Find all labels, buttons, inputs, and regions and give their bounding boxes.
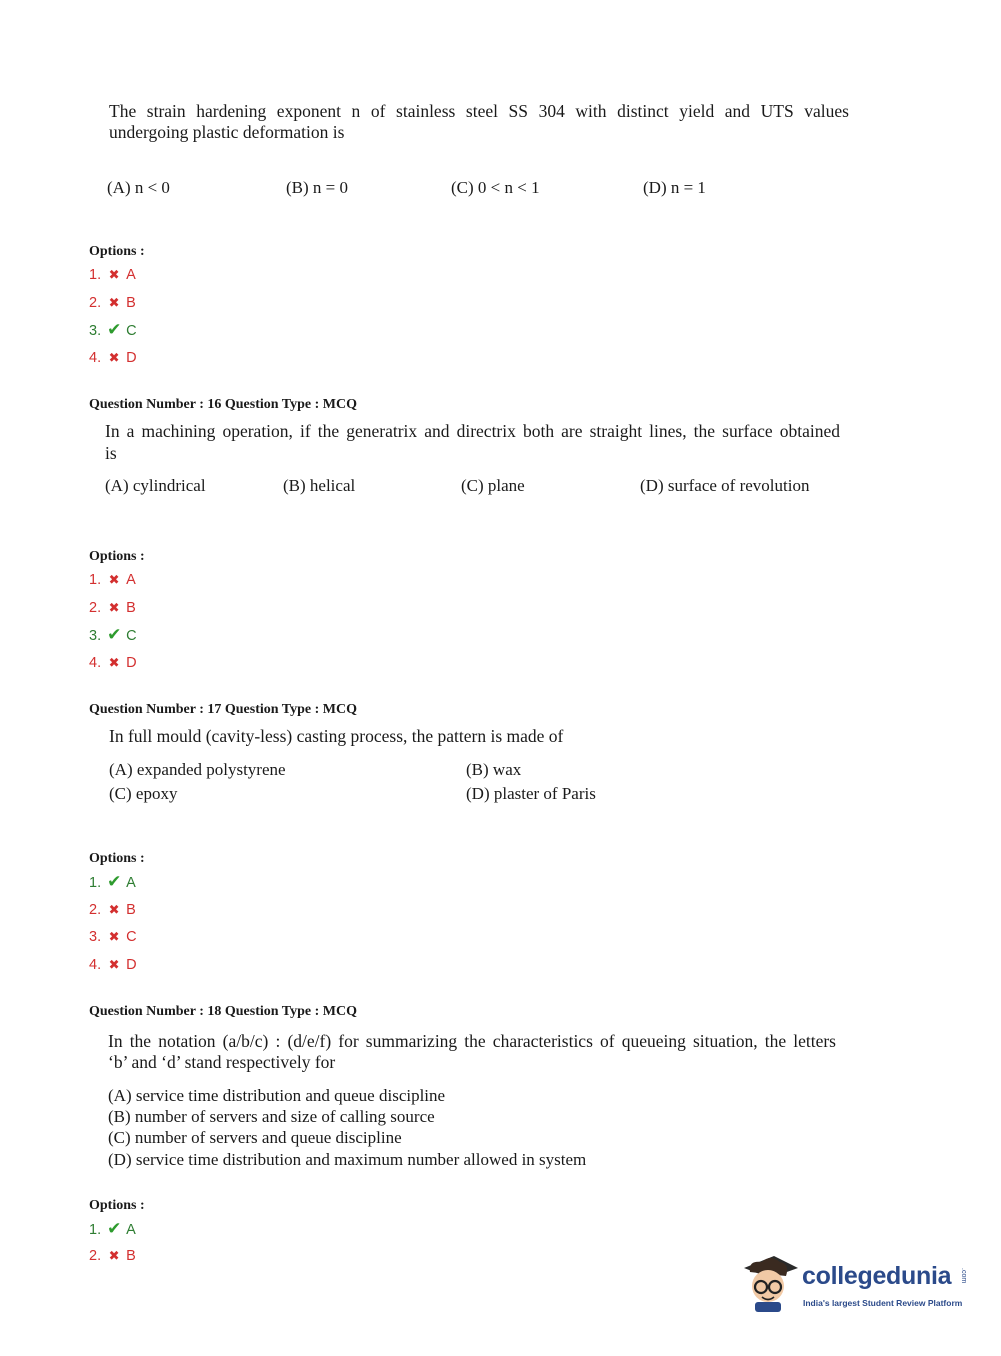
option-letter: D: [126, 350, 137, 366]
q16-choice-a: (A) cylindrical: [105, 476, 206, 495]
q17-choice-a: (A) expanded polystyrene: [109, 760, 286, 779]
checkmark-icon: ✔: [107, 625, 122, 644]
collegedunia-tagline: India's largest Student Review Platform: [803, 1298, 963, 1308]
cross-icon: ✖: [108, 572, 120, 587]
cross-icon: ✖: [108, 1248, 120, 1263]
q16-header: Question Number : 16 Question Type : MCQ: [89, 397, 357, 412]
option-number: 2.: [89, 902, 102, 918]
q17-choice-c: (C) epoxy: [109, 784, 178, 803]
q17-options-label: Options :: [89, 851, 145, 866]
option-number: 1.: [89, 1222, 102, 1238]
option-row: [89, 927, 137, 947]
cross-icon: ✖: [108, 600, 120, 615]
cross-icon: ✖: [108, 350, 120, 365]
q15-choice-b: (B) n = 0: [286, 178, 348, 197]
cross-icon: ✖: [108, 655, 120, 670]
option-row: [89, 348, 137, 368]
option-row: [89, 293, 136, 313]
option-letter: D: [126, 655, 137, 671]
q18-choice-d: (D) service time distribution and maximum number allowed in system: [108, 1150, 587, 1169]
q16-text-line2: is: [105, 443, 117, 463]
option-row: [89, 265, 136, 285]
q16-choice-d: (D) surface of revolution: [640, 476, 810, 495]
option-number: 4.: [89, 957, 102, 973]
option-number: 2.: [89, 295, 102, 311]
option-row: [89, 1219, 136, 1239]
q17-header: Question Number : 17 Question Type : MCQ: [89, 702, 357, 717]
option-letter: D: [126, 957, 137, 973]
checkmark-icon: ✔: [107, 320, 122, 339]
option-letter: A: [126, 267, 136, 283]
q18-options-label: Options :: [89, 1198, 145, 1213]
checkmark-icon: ✔: [107, 872, 122, 891]
option-letter: B: [126, 1248, 136, 1264]
option-row: [89, 1246, 136, 1266]
q18-choice-c: (C) number of servers and queue discipline: [108, 1128, 402, 1147]
collegedunia-logo-text: collegedunia: [802, 1262, 952, 1290]
cross-icon: ✖: [108, 957, 120, 972]
q17-text-line1: In full mould (cavity-less) casting process, the pattern is made of: [109, 726, 564, 746]
cross-icon: ✖: [108, 295, 120, 310]
option-number: 3.: [89, 929, 102, 945]
q18-choice-a: (A) service time distribution and queue discipline: [108, 1086, 446, 1105]
option-row: [89, 320, 137, 340]
collegedunia-mascot-icon: [740, 1250, 800, 1315]
q18-text-line1: In the notation (a/b/c) : (d/e/f) for summarizing the characteristics of queueing situation, the letters: [108, 1031, 836, 1051]
q16-choice-b: (B) helical: [283, 476, 356, 495]
option-letter: C: [126, 628, 137, 644]
cross-icon: ✖: [108, 267, 120, 282]
option-row: [89, 872, 136, 892]
cross-icon: ✖: [108, 929, 120, 944]
q17-choice-d: (D) plaster of Paris: [466, 784, 596, 803]
q18-choice-b: (B) number of servers and size of calling source: [108, 1107, 435, 1126]
option-number: 1.: [89, 267, 102, 283]
option-number: 1.: [89, 572, 102, 588]
option-letter: A: [126, 1222, 136, 1238]
option-row: [89, 900, 136, 920]
q15-text-line2: undergoing plastic deformation is: [109, 122, 345, 142]
option-number: 2.: [89, 600, 102, 616]
option-number: 1.: [89, 875, 102, 891]
collegedunia-dotcom: .com: [960, 1268, 967, 1284]
option-letter: A: [126, 572, 136, 588]
option-letter: B: [126, 902, 136, 918]
q15-options-label: Options :: [89, 244, 145, 259]
option-row: [89, 955, 137, 975]
option-number: 2.: [89, 1248, 102, 1264]
option-letter: A: [126, 875, 136, 891]
q15-choice-a: (A) n < 0: [107, 178, 170, 197]
option-number: 3.: [89, 323, 102, 339]
q15-choice-c: (C) 0 < n < 1: [451, 178, 540, 197]
option-row: [89, 598, 136, 618]
q18-text-line2: ‘b’ and ‘d’ stand respectively for: [108, 1052, 336, 1072]
option-number: 4.: [89, 655, 102, 671]
q16-options-label: Options :: [89, 549, 145, 564]
q15-text-line1: The strain hardening exponent n of stainless steel SS 304 with distinct yield and UTS values: [109, 101, 849, 121]
q18-header: Question Number : 18 Question Type : MCQ: [89, 1004, 357, 1019]
option-row: [89, 653, 137, 673]
cross-icon: ✖: [108, 902, 120, 917]
q16-choice-c: (C) plane: [461, 476, 525, 495]
option-letter: B: [126, 600, 136, 616]
option-row: [89, 570, 136, 590]
option-letter: B: [126, 295, 136, 311]
checkmark-icon: ✔: [107, 1219, 122, 1238]
option-letter: C: [126, 323, 137, 339]
q15-choice-d: (D) n = 1: [643, 178, 706, 197]
option-row: [89, 625, 137, 645]
option-number: 3.: [89, 628, 102, 644]
option-number: 4.: [89, 350, 102, 366]
q17-choice-b: (B) wax: [466, 760, 522, 779]
option-letter: C: [126, 929, 137, 945]
q16-text-line1: In a machining operation, if the generatrix and directrix both are straight lines, the surface obtained: [105, 421, 840, 441]
